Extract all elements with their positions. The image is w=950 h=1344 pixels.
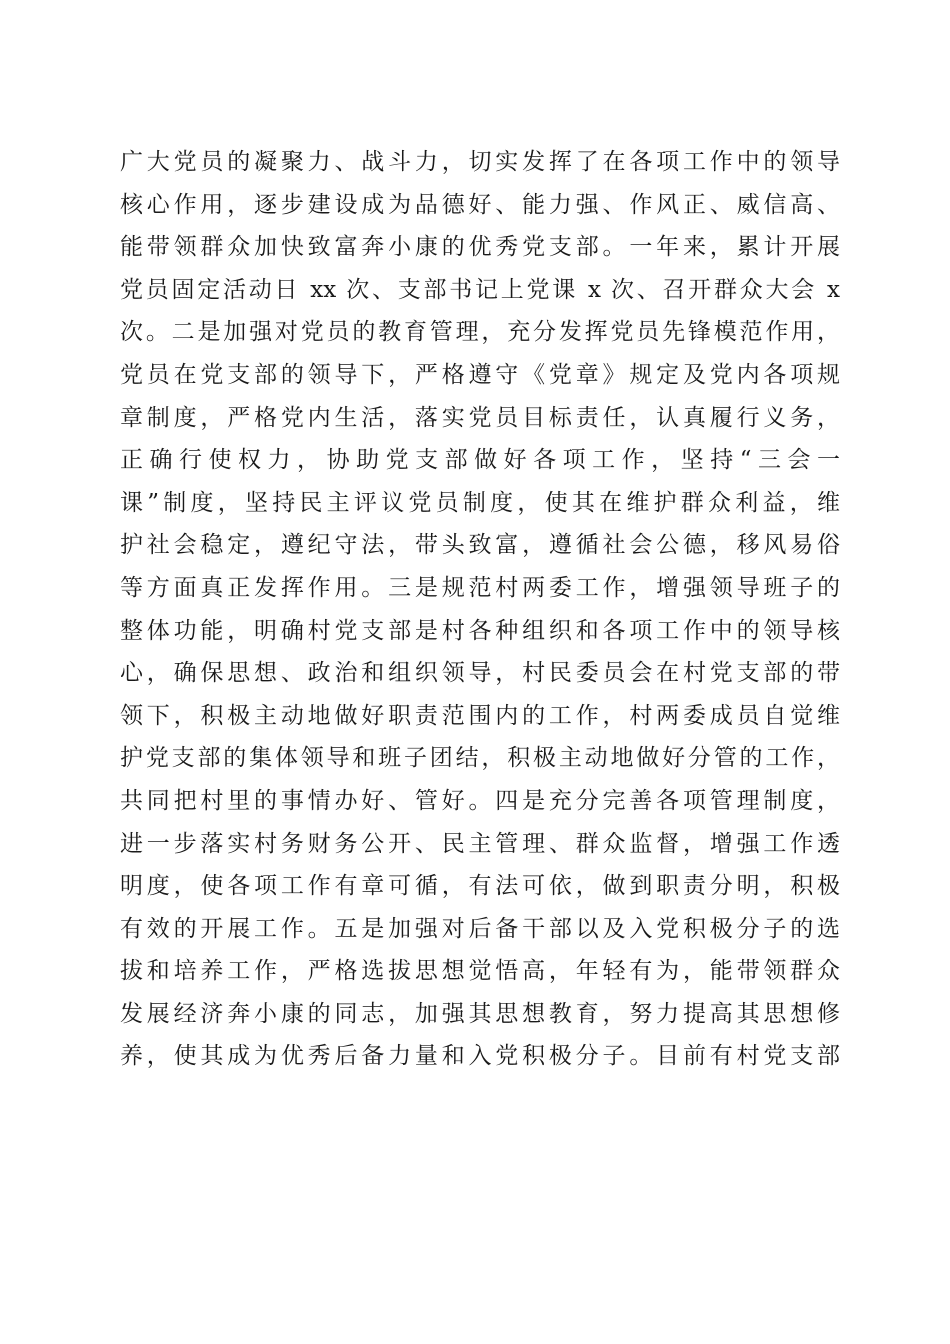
text-line: 拔和培养工作，严格选拔思想觉悟高，年轻有为，能带领群众 — [120, 958, 840, 985]
text-line: 有效的开展工作。五是加强对后备干部以及入党积极分子的选 — [120, 915, 840, 942]
document-body — [120, 141, 840, 1078]
text-line: 明度，使各项工作有章可循，有法可依，做到职责分明，积极 — [120, 873, 840, 900]
text-line: 正确行使权力，协助党支部做好各项工作，坚持“三会一 — [120, 447, 840, 474]
text-line: 共同把村里的事情办好、管好。四是充分完善各项管理制度， — [120, 787, 840, 814]
text-line: 养，使其成为优秀后备力量和入党积极分子。目前有村党支部 — [120, 1043, 840, 1070]
text-line: 护党支部的集体领导和班子团结，积极主动地做好分管的工作， — [120, 745, 840, 772]
text-line: 整体功能，明确村党支部是村各种组织和各项工作中的领导核 — [120, 617, 840, 644]
text-line: 次。二是加强对党员的教育管理，充分发挥党员先锋模范作用， — [120, 319, 840, 346]
text-line: 领下，积极主动地做好职责范围内的工作，村两委成员自觉维 — [120, 702, 840, 729]
text-line: 课”制度，坚持民主评议党员制度，使其在维护群众利益，维 — [120, 489, 840, 516]
text-line: 核心作用，逐步建设成为品德好、能力强、作风正、威信高、 — [120, 191, 840, 218]
text-line: 党员在党支部的领导下，严格遵守《党章》规定及党内各项规 — [120, 361, 840, 388]
text-line: 进一步落实村务财务公开、民主管理、群众监督，增强工作透 — [120, 830, 840, 857]
text-line: 等方面真正发挥作用。三是规范村两委工作，增强领导班子的 — [120, 574, 840, 601]
text-line: 心，确保思想、政治和组织领导，村民委员会在村党支部的带 — [120, 660, 840, 687]
text-line: 广大党员的凝聚力、战斗力，切实发挥了在各项工作中的领导 — [120, 149, 840, 175]
text-line: 党员固定活动日 xx 次、支部书记上党课 x 次、召开群众大会 x — [120, 276, 840, 303]
text-line: 发展经济奔小康的同志，加强其思想教育，努力提高其思想修 — [120, 1000, 840, 1027]
text-line: 护社会稳定，遵纪守法，带头致富，遵循社会公德，移风易俗 — [120, 532, 840, 559]
text-line: 能带领群众加快致富奔小康的优秀党支部。一年来，累计开展 — [120, 234, 840, 261]
text-line: 章制度，严格党内生活，落实党员目标责任，认真履行义务， — [120, 404, 840, 431]
